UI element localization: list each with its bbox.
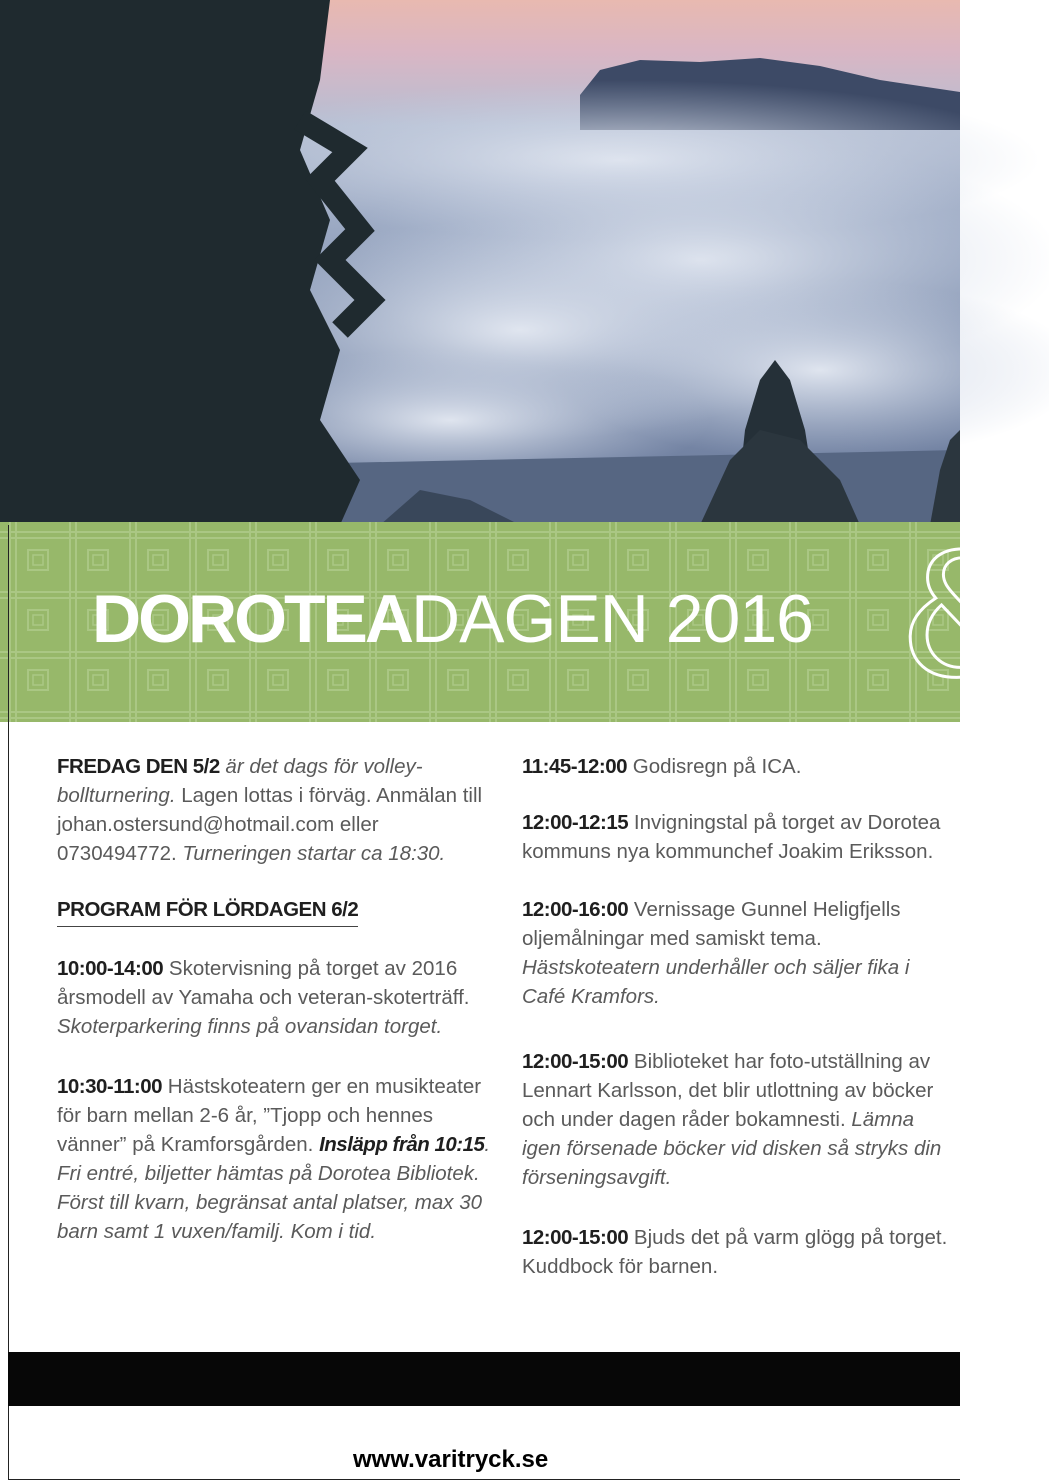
black-divider-bar bbox=[8, 1352, 960, 1406]
r5-text: Bjuds det på varm glögg på torget. Kuddbock för barnen. bbox=[522, 1226, 948, 1278]
friday-text-1: är det dags för volley-bollturnering. bbox=[57, 755, 423, 807]
event-title-light: DAGEN 2016 bbox=[411, 581, 813, 657]
printer-url[interactable]: www.varitryck.se bbox=[353, 1446, 549, 1473]
program-item-r4 bbox=[522, 1047, 954, 1192]
friday-label: FREDAG DEN 5/2 bbox=[57, 755, 220, 778]
r2-time: 12:00-12:15 bbox=[522, 811, 629, 834]
left-column bbox=[57, 752, 502, 1246]
r3-text: Vernissage Gunnel Heligfjells oljemålningar med samiskt tema. bbox=[522, 898, 901, 950]
r1-time: 11:45-12:00 bbox=[522, 755, 628, 778]
item-2-time: 10:30-11:00 bbox=[57, 1075, 163, 1098]
r5-time: 12:00-15:00 bbox=[522, 1226, 629, 1249]
event-title bbox=[92, 564, 813, 674]
r3-time: 12:00-16:00 bbox=[522, 898, 629, 921]
program-heading-row bbox=[57, 895, 502, 927]
frame-line-left bbox=[8, 525, 9, 1480]
program-item-r5 bbox=[522, 1223, 954, 1281]
r4-time: 12:00-15:00 bbox=[522, 1050, 629, 1073]
event-title-bold: DOROTEA bbox=[92, 581, 411, 657]
ampersand-glyph: & bbox=[898, 518, 1049, 716]
right-column bbox=[522, 752, 954, 1281]
landscape-illustration bbox=[0, 0, 960, 525]
program-item-2 bbox=[57, 1072, 502, 1246]
item-2-bold-note: Insläpp från 10:15 bbox=[319, 1133, 485, 1156]
program-item-1 bbox=[57, 954, 502, 1041]
program-item-r1 bbox=[522, 752, 954, 781]
r4-text: Biblioteket har foto-utställning av Lennart Karlsson, det blir utlottning av böcker och under dagen råder bokamnesti. bbox=[522, 1050, 934, 1131]
r3-note: Hästskoteatern underhåller och säljer fika i Café Kramfors. bbox=[522, 956, 910, 1008]
friday-paragraph bbox=[57, 752, 502, 868]
r2-text: Invigningstal på torget av Dorotea kommuns nya kommunchef Joakim Eriksson. bbox=[522, 811, 941, 863]
r4-note: Lämna igen försenade böcker vid disken så stryks din förseningsavgift. bbox=[522, 1108, 942, 1189]
r1-text: Godisregn på ICA. bbox=[627, 755, 802, 778]
program-item-r3 bbox=[522, 895, 954, 1011]
friday-text-3: Turneringen startar ca 18:30. bbox=[182, 842, 446, 865]
item-1-time: 10:00-14:00 bbox=[57, 957, 164, 980]
program-item-r2 bbox=[522, 808, 954, 866]
item-1-note: Skoterparkering finns på ovansidan torget. bbox=[57, 1015, 443, 1038]
program-heading: PROGRAM FÖR LÖRDAGEN 6/2 bbox=[57, 895, 358, 927]
item-2-text: Hästskoteatern ger en musikteater för barn mellan 2-6 år, ”Tjopp och hennes vänner” på Kramforsgården. bbox=[57, 1075, 482, 1156]
friday-text-2: Lagen lottas i förväg. Anmälan till johan.ostersund@hotmail.com eller 0730494772. bbox=[57, 784, 483, 865]
item-2-note: . Fri entré, biljetter hämtas på Dorotea Bibliotek. Först till kvarn, begränsat antal platser, max 30 barn samt 1 vuxen/familj. Kom i tid. bbox=[57, 1133, 491, 1243]
title-banner bbox=[0, 518, 1049, 722]
hero-photo bbox=[0, 0, 960, 525]
item-1-text: Skotervisning på torget av 2016 årsmodell av Yamaha och veteran-skoterträff. bbox=[57, 957, 470, 1009]
